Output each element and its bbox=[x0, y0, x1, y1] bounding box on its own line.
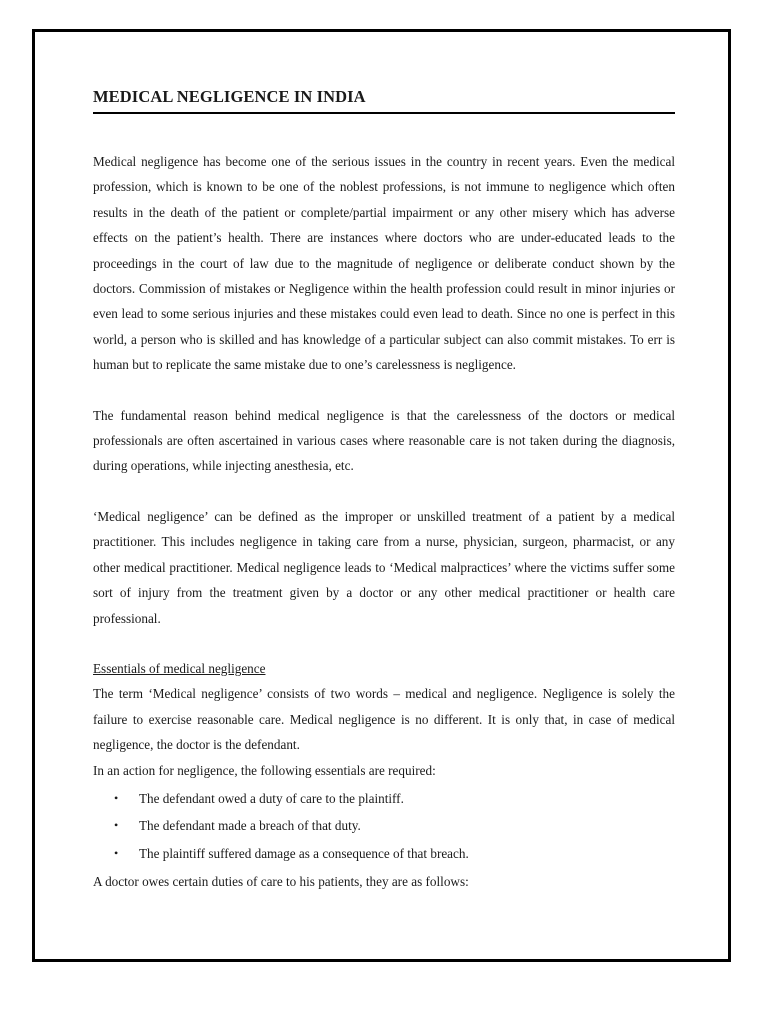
essentials-list bbox=[93, 785, 675, 868]
essentials-heading: Essentials of medical negligence bbox=[93, 660, 266, 676]
document-title: MEDICAL NEGLIGENCE IN INDIA bbox=[93, 86, 675, 114]
document-body bbox=[93, 86, 675, 895]
list-item bbox=[93, 812, 675, 840]
paragraph-intro: Medical negligence has become one of the serious issues in the country in recent years. Even the medical profession, which is known to be one of the noblest professions, is not immune to negligence which often results in the death of the patient or complete/partial impairment or any other misery which has adverse effects on the patient’s health. There are instances where doctors who are under-educated leads to the proceedings in the court of law due to the magnitude of negligence or deliberate conduct shown by the doctors. Commission of mistakes or Negligence within the health profession could result in minor injuries or even lead to some serious injuries and these mistakes could even lead to death. Since no one is perfect in this world, a person who is skilled and has knowledge of a particular subject can also commit mistakes. To err is human but to replicate the same mistake due to one’s carelessness is negligence. bbox=[93, 154, 675, 373]
bullet-icon: • bbox=[114, 790, 119, 805]
paragraph-definition: ‘Medical negligence’ can be defined as the improper or unskilled treatment of a patient by a medical practitioner. This includes negligence in taking care from a nurse, physician, surgeon, pharmacist, or any other medical practitioner. Medical negligence leads to ‘Medical malpractices’ where the victims suffer some sort of injury from the treatment given by a doctor or any other medical practitioner or health care professional. bbox=[93, 508, 675, 626]
paragraph-essentials-lead: In an action for negligence, the following essentials are required: bbox=[93, 762, 436, 778]
list-item-text: The defendant made a breach of that duty. bbox=[139, 818, 361, 834]
list-item bbox=[93, 785, 675, 813]
paragraph-essentials-intro: The term ‘Medical negligence’ consists of two words – medical and negligence. Negligence is solely the failure to exercise reasonable care. Medical negligence is no different. It is only that, in case of medical negligence, the doctor is the defendant. bbox=[93, 686, 675, 753]
paragraph-fundamental-reason: The fundamental reason behind medical negligence is that the carelessness of the doctors or medical professionals are often ascertained in various cases where reasonable care is not taken during the diagnosis, during operations, while injecting anesthesia, etc. bbox=[93, 407, 675, 474]
list-item-text: The defendant owed a duty of care to the plaintiff. bbox=[139, 790, 404, 806]
paragraph-closing: A doctor owes certain duties of care to his patients, they are as follows: bbox=[93, 874, 469, 890]
bullet-icon: • bbox=[114, 845, 119, 860]
list-item bbox=[93, 840, 675, 868]
list-item-text: The plaintiff suffered damage as a consequence of that breach. bbox=[139, 845, 469, 861]
bullet-icon: • bbox=[114, 818, 119, 833]
